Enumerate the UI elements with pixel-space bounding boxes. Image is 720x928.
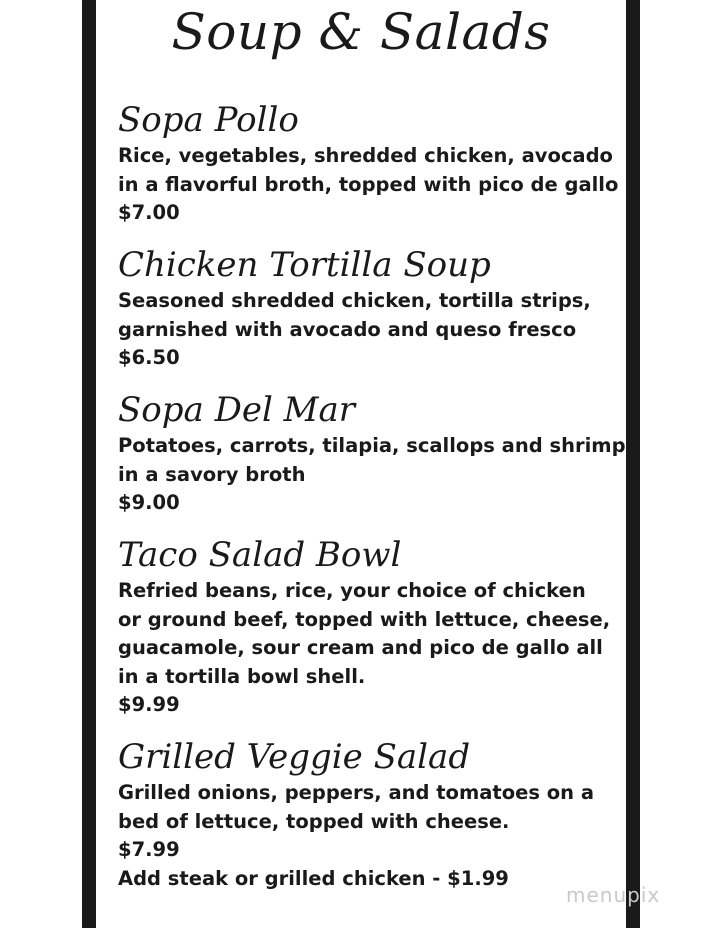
left-margin [0, 0, 16, 928]
description-line: guacamole, sour cream and pico de gallo all [118, 636, 603, 659]
menu-item-taco-salad-bowl [118, 533, 618, 720]
menu-item-description [118, 779, 618, 836]
watermark-logo: menupix [566, 883, 661, 907]
menu-item-chicken-tortilla-soup [118, 243, 618, 373]
description-line: Grilled onions, peppers, and tomatoes on a [118, 781, 594, 804]
menu-item-sopa-del-mar [118, 388, 626, 518]
description-line: Potatoes, carrots, tilapia, scallops and shrimp [118, 434, 626, 457]
description-line: Rice, vegetables, shredded chicken, avocado [118, 144, 613, 167]
description-line: bed of lettuce, topped with cheese. [118, 809, 510, 833]
menu-item-price: $7.99 [118, 838, 180, 861]
menu-item-description [118, 287, 618, 344]
description-line: in a savory broth [118, 462, 306, 486]
description-line: in a flavorful broth, topped with pico de gallo [118, 172, 619, 196]
menu-item-addon: Add steak or grilled chicken - $1.99 [118, 866, 509, 890]
description-line: garnished with avocado and queso fresco [118, 317, 577, 341]
menu-item-description [118, 432, 626, 489]
menu-section-title: Soup & Salads [171, 3, 551, 61]
description-line: or ground beef, topped with lettuce, cheese, [118, 607, 611, 631]
menu-item-name: Sopa Del Mar [118, 390, 356, 430]
menu-item-grilled-veggie-salad [118, 735, 618, 893]
menu-item-name: Sopa Pollo [118, 100, 299, 140]
menu-item-price: $9.99 [118, 693, 180, 716]
description-line: in a tortilla bowl shell. [118, 664, 366, 688]
description-line: Seasoned shredded chicken, tortilla strips, [118, 289, 591, 312]
description-line: Refried beans, rice, your choice of chicken [118, 579, 586, 602]
left-border-strip [82, 0, 96, 928]
menu-item-sopa-pollo [118, 98, 618, 228]
menu-item-name: Taco Salad Bowl [118, 535, 402, 575]
right-border-strip [626, 0, 640, 928]
menu-item-name: Chicken Tortilla Soup [118, 245, 491, 285]
menu-item-price: $6.50 [118, 346, 180, 369]
right-margin [704, 0, 720, 928]
menu-item-description [118, 142, 618, 199]
menu-item-description [118, 577, 618, 691]
menu-item-name: Grilled Veggie Salad [118, 737, 471, 777]
menu-panel [96, 0, 626, 928]
menu-item-price: $7.00 [118, 201, 180, 224]
menu-item-price: $9.00 [118, 491, 180, 514]
